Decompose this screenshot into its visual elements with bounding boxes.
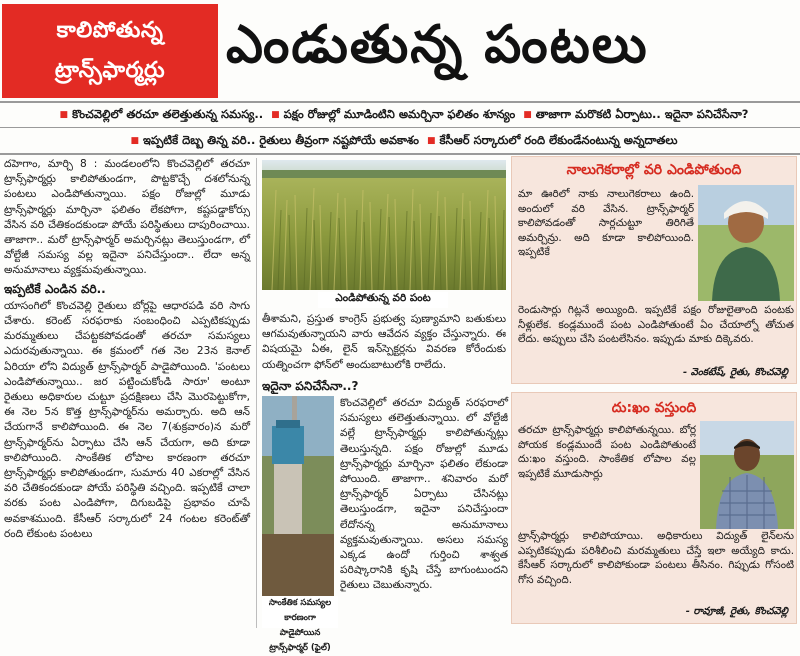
quote-box-title: దు:ఖం వస్తుంది <box>611 399 697 416</box>
transformer-photo <box>262 396 334 596</box>
tag-line-2: ట్రాన్స్‌ఫార్మర్లు <box>54 58 166 83</box>
quote-text-top: తరచూ ట్రాన్స్‌ఫార్మర్లు కాలిపోతున్నయి. బోర్ల పోయక కండ్లముందే పంట ఎండిపోతుంటే దు:ఖం వస్తుంది. సాంకేతిక లోపాల వల్ల ఇప్పటికే మూడుసార్లు <box>518 424 696 480</box>
paddy-field-photo <box>262 160 506 290</box>
quote-text-bottom: రెండుసార్లు గిట్లనే అయ్యింది. ఇప్పటికే పక్షం రోజులైతాంది పంటకు నీళ్లులేక. కండ్లముందే పంట ఎండిపోతుంటే ఏం చేయాల్నో తోచుత లేదు. అప్పులు చేసి పంటలేసినం. ఇప్పుడు మాకు దిక్కెవరు. <box>518 304 794 345</box>
rule-bottom <box>0 153 800 155</box>
article-mid: తీశామని, ప్రస్తుత కాంగ్రెస్‌ ప్రభుత్వ పుణ్యామాని బతుకులు ఆగమవుతున్నాయని వారు ఆవేదన వ్యక్తం చేస్తున్నారు. ఈ విషయమై ఏఈ, లైన్‌ ఇన్‌స్పెక్టర్లను వివరణ కోరేందుకు యత్నించగా ఫోన్‌లో అందుబాటులోకి రాలేదు. <box>262 313 506 371</box>
farmer-portrait-raoji <box>700 421 794 529</box>
subhead-text: ఇప్పటికే ఎండిన వరి.. <box>4 281 106 296</box>
rule-top <box>0 101 800 103</box>
column-divider <box>256 158 257 628</box>
article-body-2: కొంచవెల్లిలో తరచూ విద్యుత్‌ సరఫరాలో సమస్యలు తలెత్తుతున్నాయి. లో వోల్టేజీ వల్లే ట్రాన్స్‌ఫార్మర్లు కాలిపోతున్నట్లు తెలుస్తున్నది. పక్షం రోజుల్లో మూడు ట్రాన్స్‌ఫార్మర్లు మార్చినా ఫలితం లేకుండా పోయింది. తాజాగా.. శనివారం మరో ట్రాన్స్‌ఫార్మర్‌ ఏర్పాటు చేసినట్లు తెలుస్తుండగా, ఇదైనా పనిచేస్తుందా లేదోనన్న అనుమానాలు వ్యక్తమవుతున్నాయి. అసలు సమస్య ఎక్కడ ఉందో గుర్తించి శాశ్వత పరిష్కారానికి కృషి చేస్తే బాగుంటుందని రైతులు చెబుతున్నారు. <box>340 397 508 592</box>
deck-line-2 <box>0 130 800 152</box>
quote-signature: - వెంకటేష్‌, రైతు, కొంచవెల్లి <box>682 367 788 378</box>
bullet-icon: ■ <box>427 136 436 146</box>
subhead-dried-paddy <box>4 282 250 297</box>
rule-mid <box>0 127 800 128</box>
deck-1-a: కొంచవెల్లిలో తరచూ తలెత్తుతున్న సమస్య.. <box>72 106 264 121</box>
article-body-1: యాసంగిలో కొంచవెల్లి రైతులు బోర్లపై ఆధారపడి వరి సాగు చేశారు. కరెంట్‌ సరఫరాకు సంబంధించి ఎప్పటికప్పుడు మరమ్మతులు చేపట్టకపోవడంతో తరచూ సమస్యలు ఎదురవుతున్నాయి. ఈ క్రమంలో గత నెల 23న కెనాల్‌ ఏరియా లోని విద్యుత్‌ ట్రాన్స్‌ఫార్మర్‌ పాడైపోయింది. 'పంటలు ఎండిపోతున్నాయి.. జర పట్టించుకోండి సారూ' అంటూ రైతులు అధికారుల చుట్టూ ప్రదక్షిణలు చేసి మొరపెట్టుకోగా, ఈ నెల 5న కొత్త ట్రాన్స్‌ఫార్మర్‌ను అమర్చారు. అది ఆన్‌ చేయగానే కాలిపోయింది. ఈ నెల 7(శుక్రవారం)న మరో ట్రాన్స్‌ఫార్మర్‌ను ఏర్పాటు చేసి ఆన్‌ చేయగా, అది కూడా కాలిపోయింది. సాంకేతిక లోపాల కారణంగా తరచూ ట్రాన్స్‌ఫార్మర్లు కాలిపోతుండగా, సుమారు 40 ఎకరాల్లో వేసిన వరి చేతికందకుండా పోయే పరిస్థితి వచ్చింది. ఇప్పటికే చాలా వరకు పంట ఎండిపోగా, దిగుబడిపై ప్రభావం చూపే అవకాశముంది. కేసీఆర్‌ సర్కారులో 24 గంటల కరెంట్‌తో రంది లేకుంట పంటలు <box>4 299 250 540</box>
subhead-text: ఇదైనా పనిచేసేనా..? <box>262 379 359 393</box>
farmer-portrait-venkatesh <box>698 185 794 301</box>
bullet-icon: ■ <box>59 110 69 120</box>
deck-2-b: కేసీఆర్‌ సర్కారులో రంది లేకుండేనంటున్న అన్నదాతలు <box>439 132 678 147</box>
tag-box <box>2 4 218 98</box>
bullet-icon: ■ <box>271 110 280 120</box>
quote-text-top: మా ఊరిలో నాకు నాలుగెకరాలు ఉంది. అందులో వరి వేసిన. ట్రాన్స్‌ఫార్మర్‌ కాలిపోవడంతో సార్లచుట్టూ తిరిగితే అమర్చిన్రు. అది కూడా కాలిపోయింది. ఇప్పటికే <box>518 188 694 258</box>
tag-line-1: కాలిపోతున్న <box>56 18 164 43</box>
article-intro: దహెగాం, మార్చి 8 : మండలంలోని కొంచవెల్లిలో తరచూ ట్రాన్స్‌ఫార్మర్లు కాలిపోతుండగా, పొట్టకొచ్చే దశలోనున్న పంటలు ఎండిపోతున్నాయి. పక్షం రోజుల్లో మూడు ట్రాన్స్‌ఫార్మర్లు మార్చినా ఫలితం లేకపోగా, కష్టపడ్డాకోర్సు వేసిన వరి చేతికందకుండా పోయే పరిస్థితులు దాపురించాయి. తాజాగా.. మరో ట్రాన్స్‌ఫార్మర్‌ అమర్చినట్లు తెలుస్తుండగా, లో వోల్టేజీ సమస్య వల్ల ఇదైనా పనిచేస్తుందా.. లేదా అన్న అనుమానాలు వ్యక్తమవుతున్నాయి. <box>4 158 250 277</box>
caption-line-1: సాంకేతిక సమస్యల కారణంగా <box>268 598 332 623</box>
masthead <box>0 0 800 100</box>
quote-signature: - రావూజీ, రైతు, కొంచవెల్లి <box>685 606 788 617</box>
deck-1-c: తాజాగా మరొకటి ఏర్పాటు.. ఇదైనా పనిచేసేనా? <box>535 106 749 121</box>
article-mid-block <box>262 312 506 372</box>
article-left-column <box>4 157 250 629</box>
deck-1-b: పక్షం రోజుల్లో మూడింటిని అమర్చినా ఫలితం శూన్యం <box>283 106 516 121</box>
article-right-column <box>340 396 508 618</box>
quote-box-title: నాలుగెకరాల్లో వరి ఎండిపోతుంది <box>566 161 742 178</box>
quote-box-raoji <box>511 392 797 624</box>
quote-text-bottom: ట్రాన్స్‌ఫార్మర్లు కాలిపోయాయి. అధికారులు విద్యుత్‌ లైన్‌లను ఎప్పటికప్పుడు పరిశీలించి మరమ్మతులు చేస్తే ఇలా అయ్యేది కాదు. కేసీఆర్‌ సర్కారులో కాలిపోకుండా పంటలు తీసినం. గిప్పుడు గోసంటి గోస వచ్చింది. <box>518 530 794 586</box>
deck-line-1 <box>0 104 800 126</box>
quote-box-venkatesh <box>511 156 797 384</box>
caption-line-2: పాడైపోయిన ట్రాన్స్‌ఫార్మర్‌ (ఫైల్‌) <box>269 628 331 653</box>
transformer-photo-caption <box>262 596 338 653</box>
subhead-will-it-work <box>262 379 422 396</box>
deck-2-a: ఇప్పటికే దెబ్బ తిన్న వరి.. రైతులు తీవ్రంగా నష్టపోయే అవకాశం <box>142 132 420 147</box>
bullet-icon: ■ <box>130 136 139 146</box>
bullet-icon: ■ <box>523 110 532 120</box>
headline: ఎండుతున్న పంటలు <box>226 14 649 75</box>
field-photo-caption: ఎండిపోతున్న వరి పంట <box>318 292 448 308</box>
